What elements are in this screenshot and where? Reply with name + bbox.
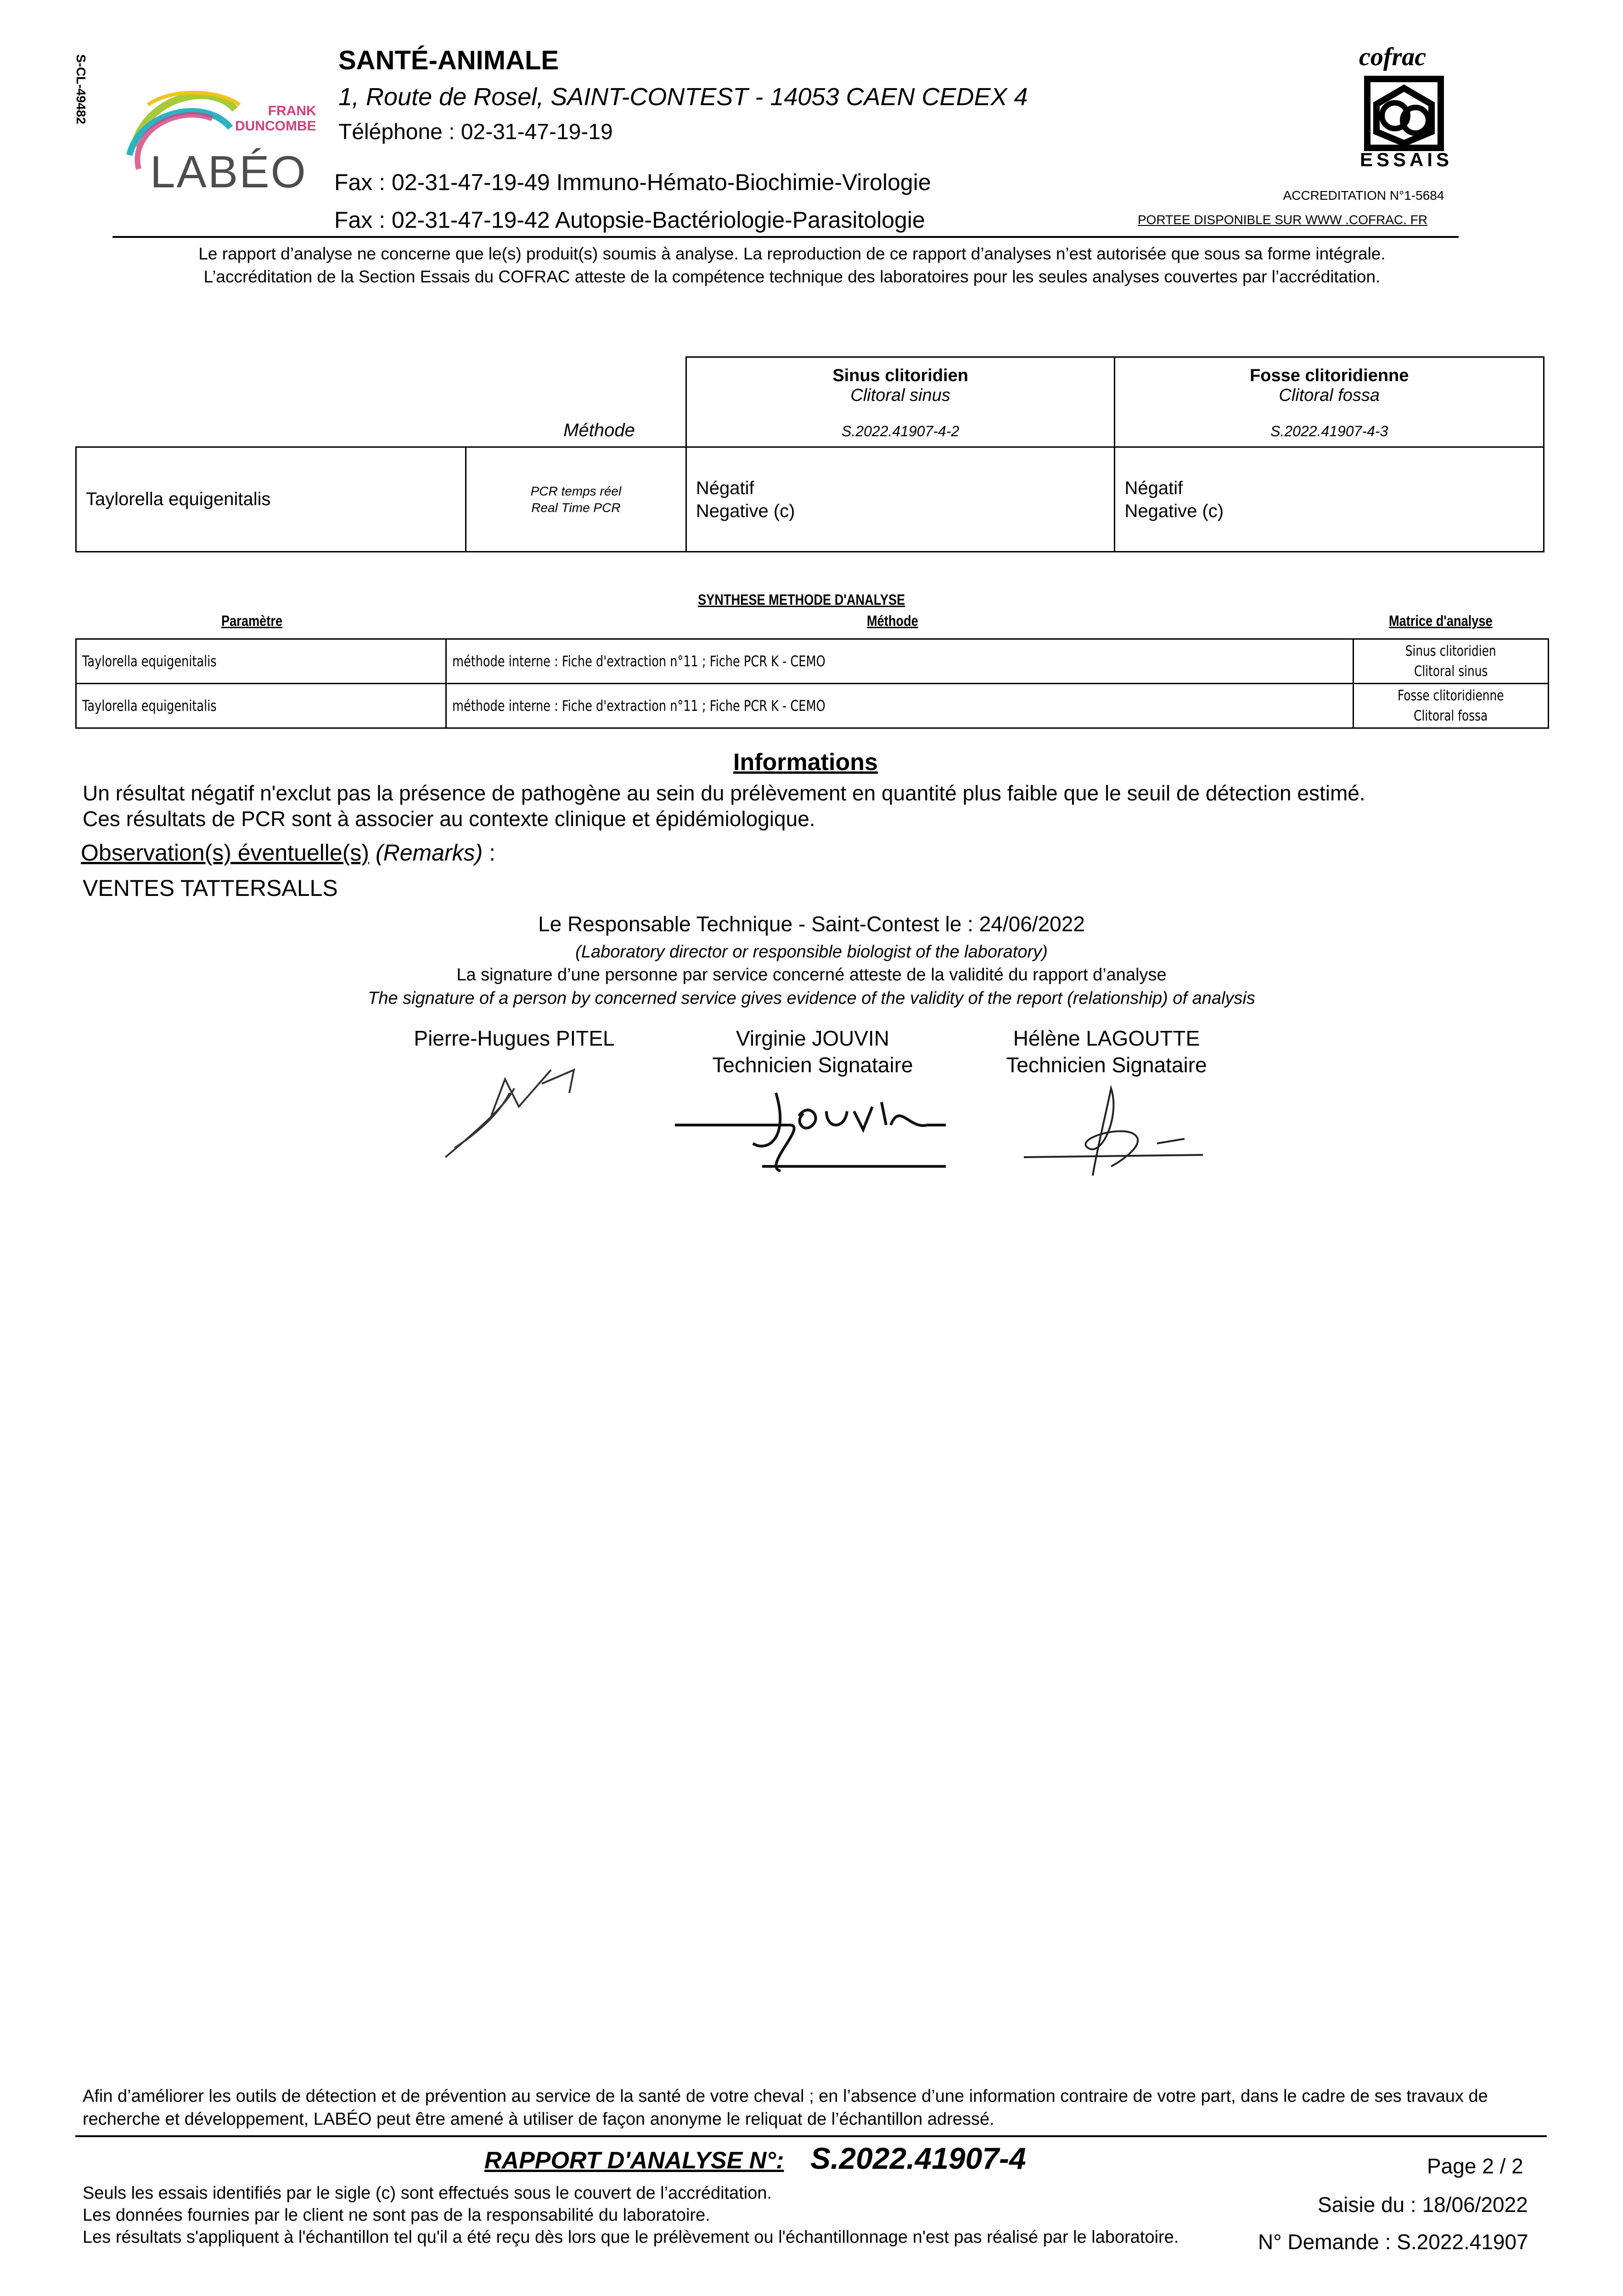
- observation-label: [81, 839, 495, 866]
- disclaimer: [112, 242, 1471, 288]
- logo-frank: FRANK: [268, 103, 316, 118]
- responsible-line-1: Le Responsable Technique - Saint-Contest le : 24/06/2022: [538, 912, 1085, 936]
- observation-value: VENTES TATTERSALLS: [83, 875, 338, 901]
- footer-line-3: Les résultats s'appliquent à l'échantillon tel qu'il a été reçu dès lors que le prélèvement ou l'échantillonnage n'est pas réalisé par le laboratoire.: [83, 2228, 1179, 2247]
- synthese-row: [76, 684, 1549, 728]
- informations-line-1: Un résultat négatif n'exclut pas la présence de pathogène au sein du prélèvement en quantité plus faible que le seuil de détection estimé.: [83, 781, 1365, 805]
- signature-pitel-icon: [436, 1052, 601, 1171]
- observation-remarks: (Remarks): [375, 840, 483, 866]
- logo-frank-duncombe: [235, 103, 316, 134]
- responsible-line-3: La signature d’une personne par service concerné atteste de la validité du rapport d’analyse: [456, 965, 1167, 985]
- signatory-2-role: Technicien Signataire: [712, 1053, 913, 1077]
- result-parameter: Taylorella equigenitalis: [76, 447, 466, 552]
- result-column-1-header: [686, 357, 1115, 447]
- disclaimer-line-2: L’accréditation de la Section Essais du COFRAC atteste de la compétence technique des laboratoires pour les seules analyses couvertes par l’accréditation.: [203, 267, 1381, 286]
- signatory-2-name: Virginie JOUVIN: [736, 1026, 890, 1050]
- result-method: [466, 447, 686, 552]
- footer-line-2: Les données fournies par le client ne sont pas de la responsabilité du laboratoire.: [83, 2206, 710, 2225]
- result-value-1-fr: Négatif: [696, 478, 754, 498]
- result-row: [76, 447, 1544, 552]
- saisie-date: Saisie du : 18/06/2022: [1318, 2193, 1528, 2217]
- result-value-1-en: Negative (c): [696, 501, 795, 521]
- col2-subtitle: Clitoral fossa: [1279, 386, 1380, 405]
- synthese-row: [76, 639, 1549, 684]
- synthese-title: SYNTHESE METHODE D'ANALYSE: [698, 591, 905, 608]
- logo-duncombe: DUNCOMBE: [235, 118, 316, 134]
- signatory-2: [684, 1025, 941, 1078]
- synthese-matrix: [1353, 639, 1549, 684]
- observation-label-text: Observation(s) éventuelle(s): [81, 840, 370, 866]
- lab-address: 1, Route de Rosel, SAINT-CONTEST - 14053 CAEN CEDEX 4: [338, 83, 1028, 111]
- informations-title: Informations: [733, 749, 878, 776]
- synthese-matrix: [1353, 684, 1549, 728]
- rapport-number: S.2022.41907-4: [810, 2141, 1026, 2175]
- result-value-2: [1115, 447, 1544, 552]
- col1-title: Sinus clitoridien: [832, 366, 968, 385]
- synthese-param-text: Taylorella equigenitalis: [82, 653, 217, 670]
- footer-note: Afin d’améliorer les outils de détection et de prévention au service de la santé de votre cheval ; en l’absence d’une information contraire de votre part, dans le cadre de ses travaux de recherche et développement, LABÉO peut être amené à utiliser de façon anonyme le reliquat de l’échantillon adressé.: [83, 2087, 1488, 2129]
- result-method-fr: PCR temps réel: [530, 484, 622, 498]
- footer-line-1: Seuls les essais identifiés par le sigle (c) sont effectués sous le couvert de l’accréditation.: [83, 2183, 772, 2203]
- signature-lagoutte-icon: [1019, 1075, 1212, 1185]
- accreditation-number: ACCREDITATION N°1-5684: [1283, 188, 1444, 203]
- synthese-matrix-en: Clitoral sinus: [1414, 663, 1488, 680]
- footer-divider: [75, 2135, 1547, 2137]
- cofrac-logo: [1354, 42, 1453, 180]
- page-number: Page 2 / 2: [1427, 2154, 1523, 2178]
- observation-colon: :: [483, 840, 496, 866]
- synthese-method-text: méthode interne : Fiche d'extraction n°11 ; Fiche PCR K - CEMO: [452, 653, 826, 670]
- synthese-matrix-en: Clitoral fossa: [1414, 708, 1488, 724]
- responsible-line-4: The signature of a person by concerned service gives evidence of the validity of the report (relationship) of analysis: [368, 989, 1255, 1008]
- disclaimer-line-1: Le rapport d’analyse ne concerne que le(s) produit(s) soumis à analyse. La reproduction de ce rapport d’analyses n’est autorisée que sous sa forme intégrale.: [198, 244, 1386, 263]
- cofrac-emblem-icon: [1358, 74, 1450, 152]
- lab-fax-1: Fax : 02-31-47-19-49 Immuno-Hémato-Biochimie-Virologie: [334, 169, 931, 195]
- signatory-3: [973, 1025, 1240, 1078]
- document-code: S-CL-49482: [74, 54, 88, 124]
- synthese-method: [446, 639, 1353, 684]
- signatory-1-name: Pierre-Hugues PITEL: [414, 1026, 615, 1050]
- signatory-3-role: Technicien Signataire: [1006, 1053, 1207, 1077]
- lab-fax-2: Fax : 02-31-47-19-42 Autopsie-Bactériologie-Parasitologie: [334, 207, 925, 233]
- cofrac-portee-link[interactable]: PORTEE DISPONIBLE SUR WWW .COFRAC. FR: [1138, 213, 1428, 227]
- col1-ref: S.2022.41907-4-2: [842, 423, 960, 439]
- synthese-method: [446, 684, 1353, 728]
- header-divider: [112, 236, 1459, 238]
- col2-ref: S.2022.41907-4-3: [1270, 423, 1388, 439]
- col2-title: Fosse clitoridienne: [1250, 366, 1409, 385]
- synthese-matrix-fr: Fosse clitoridienne: [1398, 687, 1504, 704]
- synthese-param: [76, 639, 446, 684]
- lab-title: SANTÉ-ANIMALE: [338, 45, 559, 75]
- signature-jouvin-icon: [670, 1075, 955, 1176]
- synthese-matrix-fr: Sinus clitoridien: [1405, 643, 1496, 659]
- cofrac-essais: ESSAIS: [1360, 149, 1453, 170]
- result-method-en: Real Time PCR: [531, 500, 621, 515]
- result-column-2-header: [1115, 357, 1544, 447]
- synthese-table: [75, 638, 1549, 729]
- informations-line-2: Ces résultats de PCR sont à associer au contexte clinique et épidémiologique.: [83, 807, 815, 831]
- synthese-method-text: méthode interne : Fiche d'extraction n°11 ; Fiche PCR K - CEMO: [452, 697, 826, 715]
- methode-header: Méthode: [563, 420, 635, 440]
- responsible-line-2: (Laboratory director or responsible biologist of the laboratory): [575, 942, 1048, 962]
- synthese-header-matrix: Matrice d'analyse: [1389, 613, 1493, 629]
- demande-number: N° Demande : S.2022.41907: [1258, 2230, 1528, 2254]
- labeo-logo: [120, 77, 322, 197]
- lab-phone: Téléphone : 02-31-47-19-19: [338, 120, 613, 144]
- col1-subtitle: Clitoral sinus: [850, 386, 950, 405]
- results-table: [75, 356, 1544, 552]
- synthese-param: [76, 684, 446, 728]
- signatory-3-name: Hélène LAGOUTTE: [1013, 1026, 1200, 1050]
- result-value-1: [686, 447, 1115, 552]
- synthese-param-text: Taylorella equigenitalis: [82, 697, 217, 715]
- result-value-2-fr: Négatif: [1124, 478, 1183, 498]
- cofrac-title: cofrac: [1359, 43, 1426, 71]
- result-value-2-en: Negative (c): [1124, 501, 1224, 521]
- logo-labeo-text: LABÉO: [150, 146, 307, 197]
- synthese-header-method: Méthode: [867, 613, 918, 629]
- rapport-label: RAPPORT D'ANALYSE N°:: [484, 2147, 784, 2174]
- synthese-header-param: Paramètre: [221, 613, 283, 629]
- signatory-1: [395, 1025, 634, 1052]
